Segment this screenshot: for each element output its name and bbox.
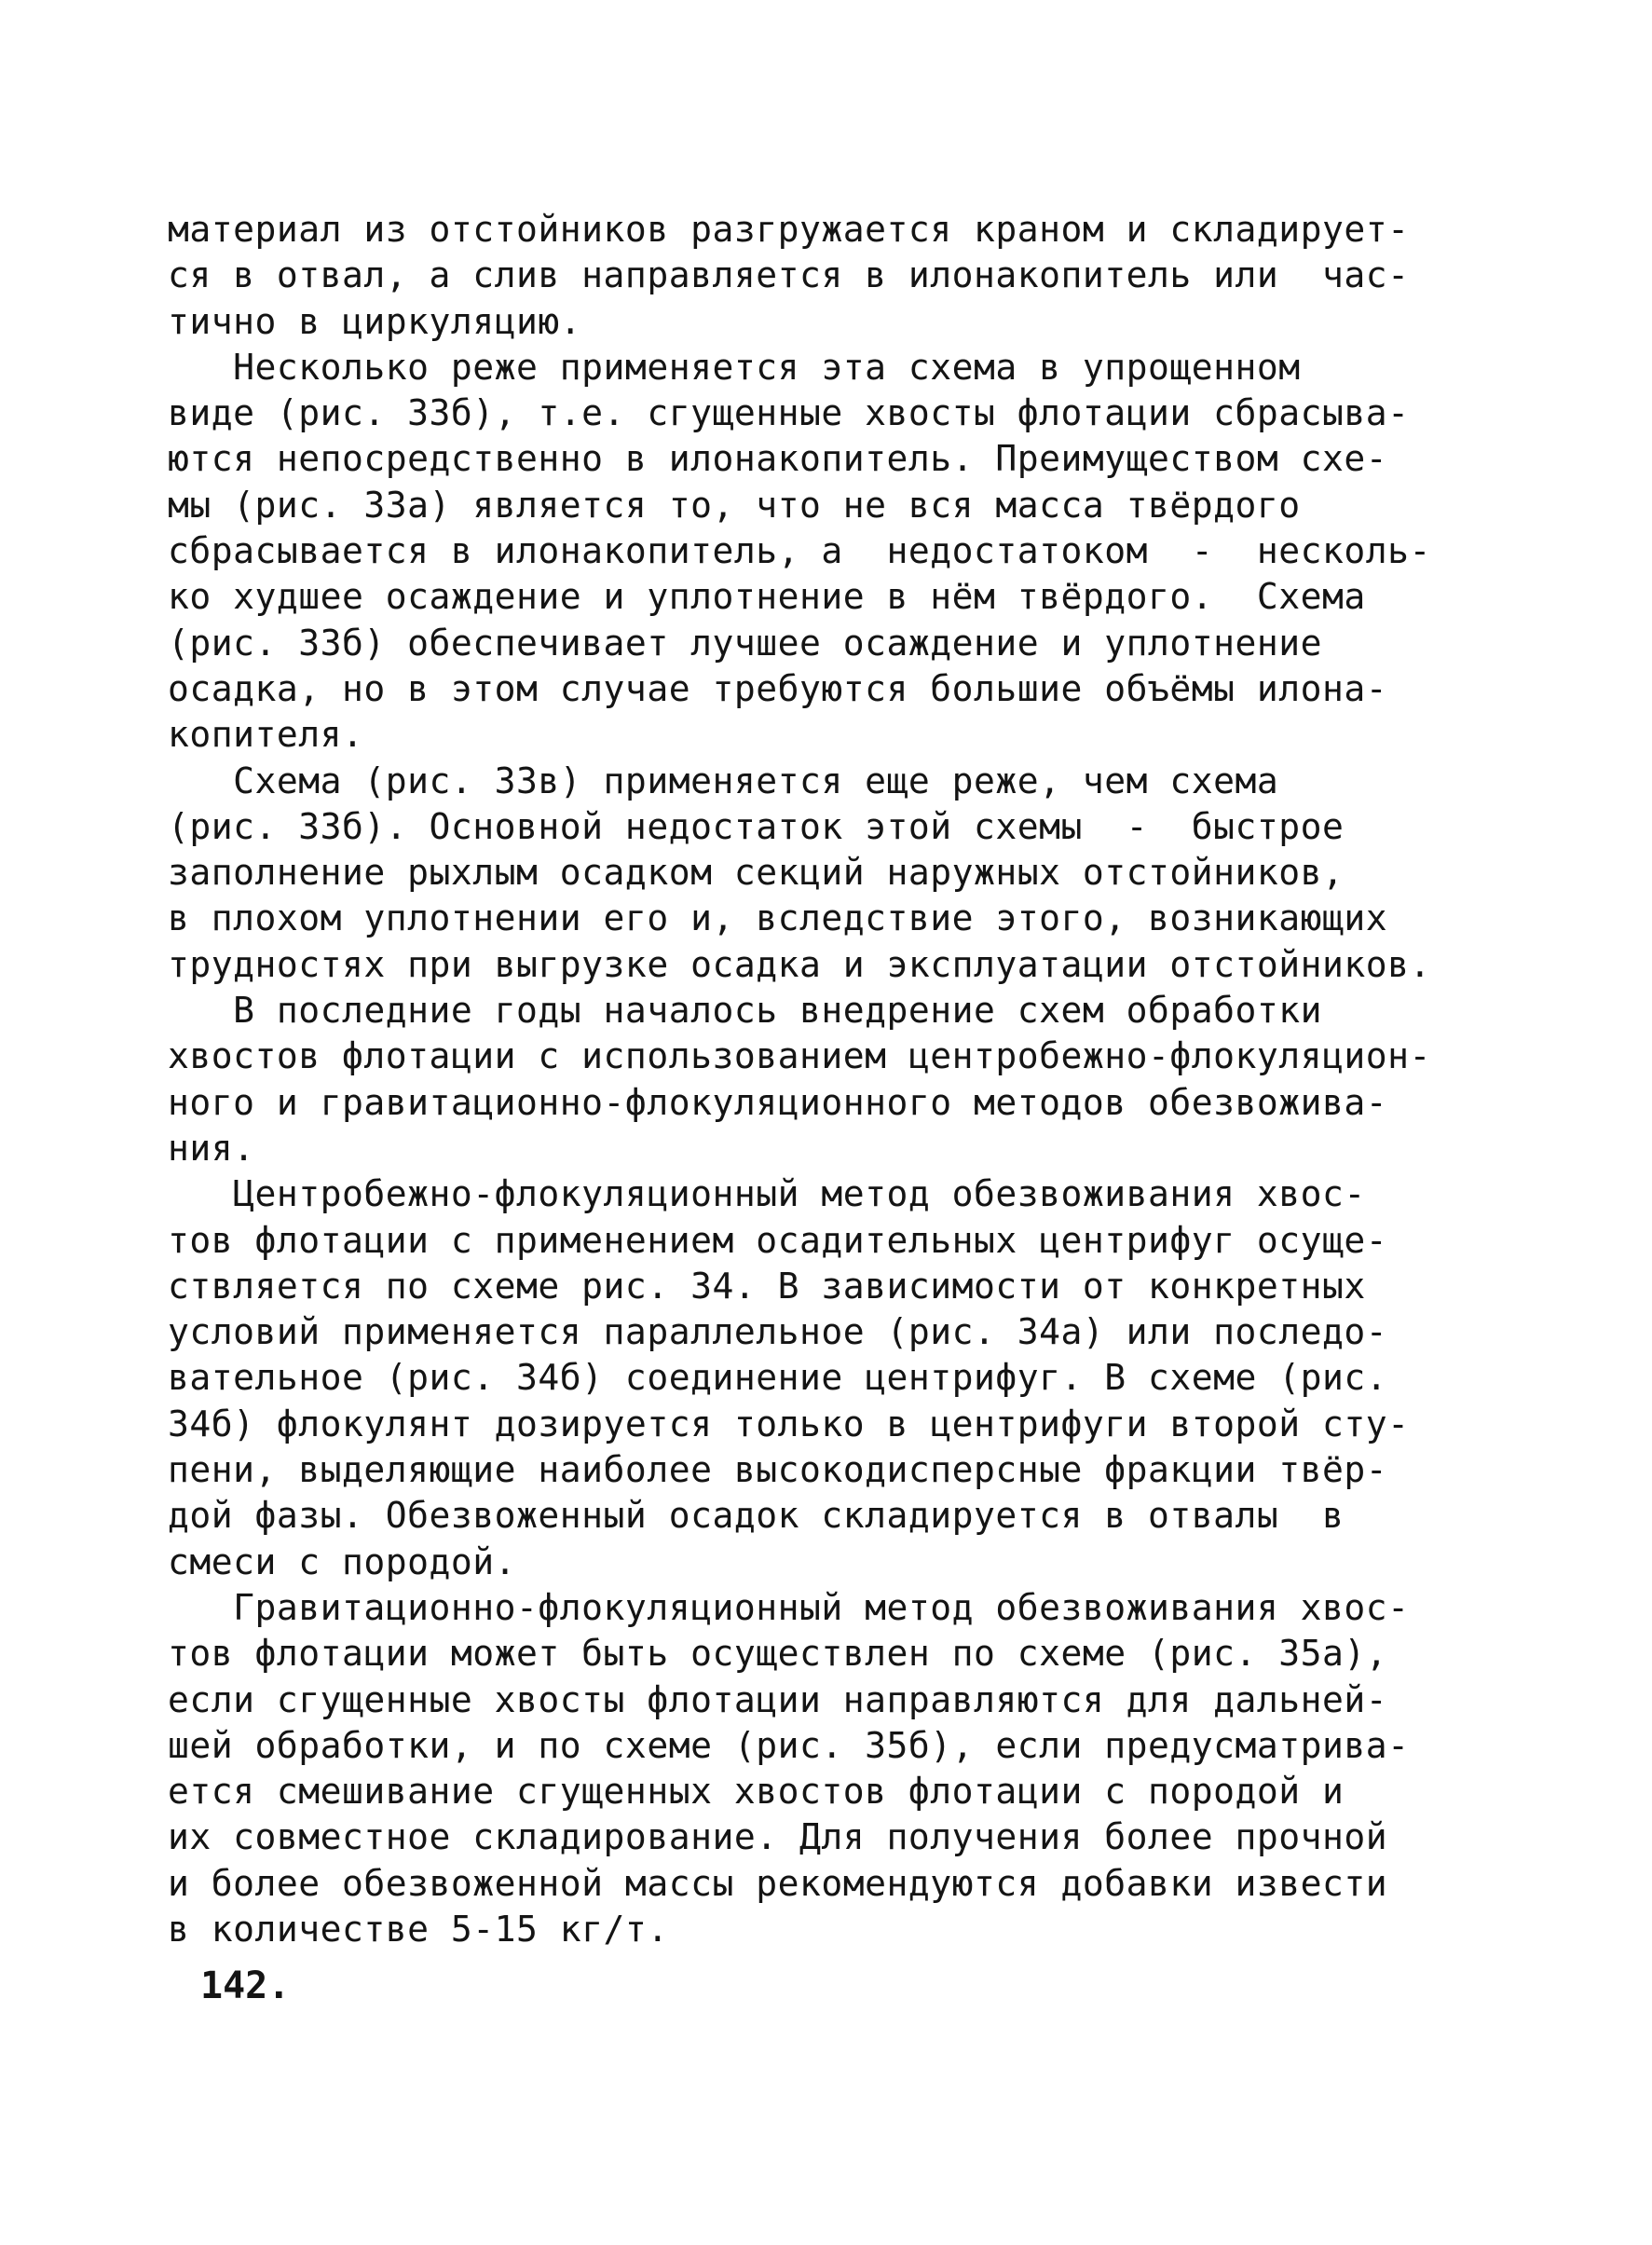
text-line: в количестве 5-15 кг/т. (168, 1908, 669, 1950)
text-line: ется смешивание сгущенных хвостов флотации с породой и (168, 1771, 1345, 1813)
text-line: вательное (рис. 34б) соединение центрифуг. В схеме (рис. (168, 1357, 1388, 1399)
text-line: тов флотации может быть осуществлен по схеме (рис. 35а), (168, 1633, 1388, 1675)
text-line: ного и гравитационно-флокуляционного методов обезвожива- (168, 1081, 1388, 1123)
text-line: ко худшее осаждение и уплотнение в нём твёрдого. Схема (168, 576, 1366, 618)
text-line: сбрасывается в илонакопитель, а недостатоком - несколь- (168, 530, 1431, 572)
text-line: и более обезвоженной массы рекомендуются добавки извести (168, 1862, 1388, 1904)
text-line: смеси с породой. (168, 1540, 517, 1582)
text-line: тично в циркуляцию. (168, 300, 582, 342)
text-line: заполнение рыхлым осадком секций наружных отстойников, (168, 852, 1345, 894)
text-line: 34б) флокулянт дозируется только в центрифуги второй сту- (168, 1403, 1410, 1444)
text-line: материал из отстойников разгружается краном и складирует- (168, 209, 1410, 250)
text-line: (рис. 33б). Основной недостаток этой схемы - быстрое (168, 805, 1345, 847)
text-line: тов флотации с применением осадительных центрифуг осуще- (168, 1219, 1388, 1261)
text-line: Несколько реже применяется эта схема в упрощенном (168, 346, 1301, 388)
text-line: ствляется по схеме рис. 34. В зависимости от конкретных (168, 1265, 1366, 1307)
text-line: пени, выделяющие наиболее высокодисперсные фракции твёр- (168, 1449, 1388, 1491)
text-line: их совместное складирование. Для получения более прочной (168, 1816, 1388, 1858)
text-line: мы (рис. 33а) является то, что не вся масса твёрдого (168, 484, 1301, 526)
text-line: (рис. 33б) обеспечивает лучшее осаждение и уплотнение (168, 622, 1323, 664)
text-line: трудностях при выгрузке осадка и эксплуатации отстойников. (168, 943, 1431, 985)
text-line: в плохом уплотнении его и, вследствие этого, возникающих (168, 897, 1388, 939)
text-line: если сгущенные хвосты флотации направляются для дальней- (168, 1678, 1388, 1720)
page-number: 142. (200, 1964, 291, 2007)
text-line: шей обработки, и по схеме (рис. 35б), если предусматрива- (168, 1724, 1410, 1766)
text-line: В последние годы началось внедрение схем обработки (168, 990, 1323, 1032)
body-text (168, 207, 1528, 1952)
text-line: виде (рис. 33б), т.е. сгущенные хвосты флотации сбрасыва- (168, 392, 1410, 434)
text-line: Схема (рис. 33в) применяется еще реже, чем схема (168, 760, 1279, 801)
text-line: копителя. (168, 714, 364, 756)
text-line: Центробежно-флокуляционный метод обезвоживания хвос- (168, 1173, 1366, 1215)
text-line: ются непосредственно в илонакопитель. Преимуществом схе- (168, 438, 1388, 480)
text-line: осадка, но в этом случае требуются большие объёмы илона- (168, 667, 1388, 709)
text-line: хвостов флотации с использованием центробежно-флокуляцион- (168, 1035, 1431, 1077)
text-line: ся в отвал, а слив направляется в илонакопитель или час- (168, 254, 1410, 296)
text-line: ния. (168, 1127, 255, 1169)
text-line: условий применяется параллельное (рис. 34а) или последо- (168, 1311, 1388, 1353)
text-line: Гравитационно-флокуляционный метод обезвоживания хвос- (168, 1586, 1410, 1628)
text-line: дой фазы. Обезвоженный осадок складируется в отвалы в (168, 1495, 1345, 1537)
